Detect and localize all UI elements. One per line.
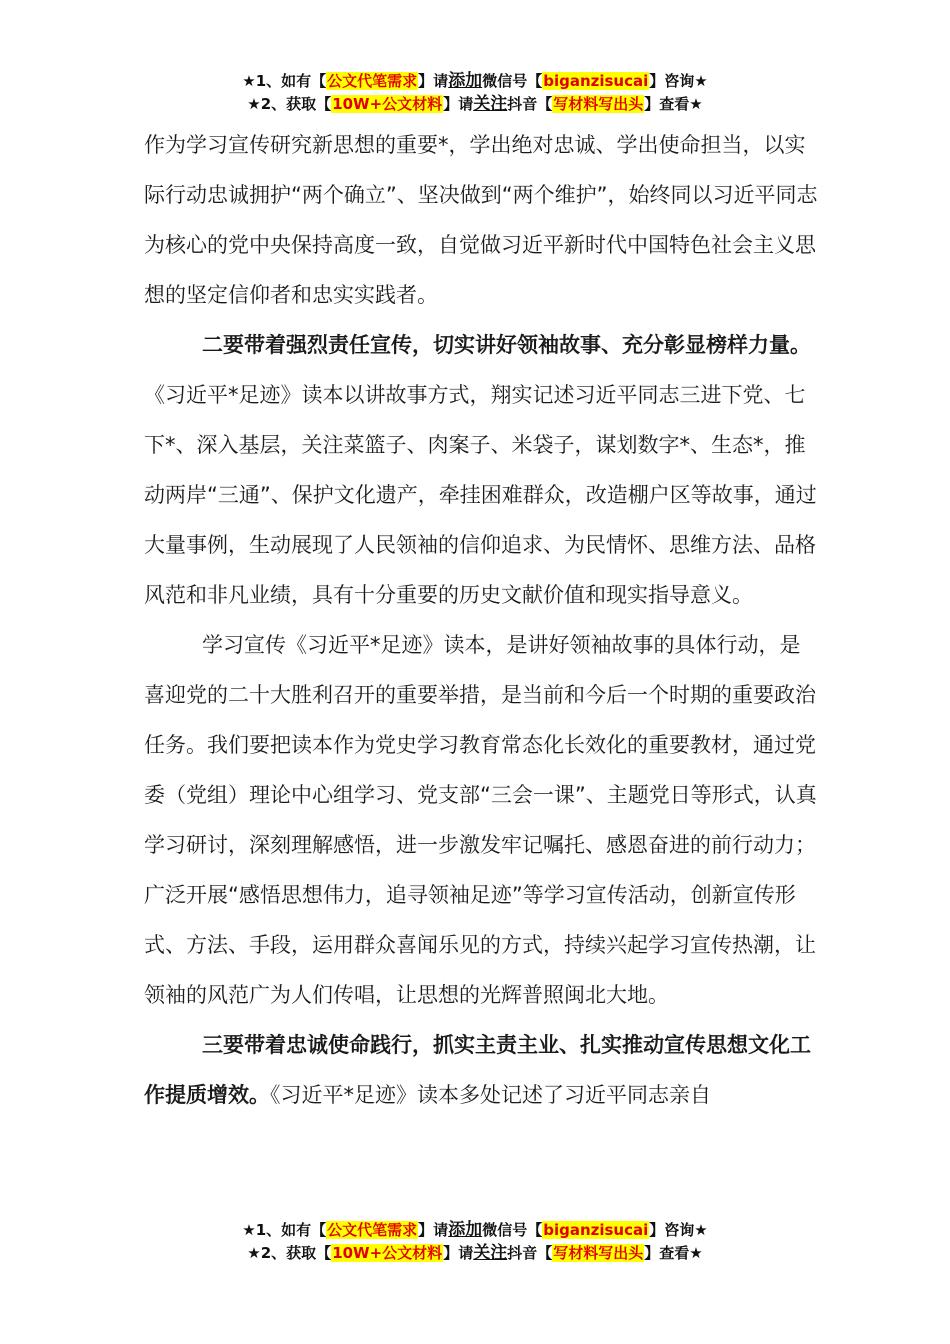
paragraph-4-heading: 三要带着忠诚使命践行，抓实主责主业、扎实推动宣传思想文化工作提质增效。 bbox=[144, 1033, 811, 1107]
banner-line-2 bbox=[0, 93, 950, 116]
highlight-douyin-account: 写材料写出头 bbox=[553, 95, 644, 113]
banner-text: 抖音【 bbox=[507, 1244, 553, 1262]
highlight-ghostwriting: 公文代笔需求 bbox=[327, 72, 418, 90]
paragraph-2 bbox=[144, 320, 820, 620]
banner-line-1 bbox=[0, 1219, 950, 1242]
paragraph-2-heading: 二要带着强烈责任宣传，切实讲好领袖故事、充分彰显榜样力量。 bbox=[202, 333, 811, 357]
banner-line-1 bbox=[0, 70, 950, 93]
paragraph-4 bbox=[144, 1020, 820, 1120]
underlined-add: 添加 bbox=[448, 1220, 483, 1240]
highlight-douyin-account: 写材料写出头 bbox=[553, 1244, 644, 1262]
underlined-add: 添加 bbox=[448, 71, 483, 91]
banner-text: ★1、如有【 bbox=[242, 1221, 327, 1239]
paragraph-2-body: 《习近平*足迹》读本以讲故事方式，翔实记述习近平同志三进下党、七下*、深入基层，关注菜篮子、肉案子、米袋子，谋划数字*、生态*，推动两岸“三通”、保护文化遗产，牵挂困难群众，改造棚户区等故事，通过大量事例，生动展现了人民领袖的信仰追求、为民情怀、思维方法、品格风范和非凡业绩，具有十分重要的历史文献价值和现实指导意义。 bbox=[144, 383, 817, 607]
highlight-materials: 10W+公文材料 bbox=[332, 95, 443, 113]
banner-text: 微信号【 bbox=[482, 72, 543, 90]
highlight-materials: 10W+公文材料 bbox=[332, 1244, 443, 1262]
banner-text: 抖音【 bbox=[507, 95, 553, 113]
banner-bottom bbox=[0, 1219, 950, 1265]
paragraph-3: 学习宣传《习近平*足迹》读本，是讲好领袖故事的具体行动，是喜迎党的二十大胜利召开的重要举措，是当前和今后一个时期的重要政治任务。我们要把读本作为党史学习教育常态化长效化的重要教材，通过党委（党组）理论中心组学习、党支部“三会一课”、主题党日等形式，认真学习研讨，深刻理解感悟，进一步激发牢记嘱托、感恩奋进的前行动力；广泛开展“感悟思想伟力，追寻领袖足迹”等学习宣传活动，创新宣传形式、方法、手段，运用群众喜闻乐见的方式，持续兴起学习宣传热潮，让领袖的风范广为人们传唱，让思想的光辉普照闽北大地。 bbox=[144, 633, 817, 1007]
underlined-follow: 关注 bbox=[473, 1243, 508, 1263]
banner-text: 】查看★ bbox=[644, 1244, 703, 1262]
banner-line-2 bbox=[0, 1242, 950, 1265]
banner-text: 】咨询★ bbox=[649, 72, 708, 90]
banner-text: 微信号【 bbox=[482, 1221, 543, 1239]
banner-text: 】咨询★ bbox=[649, 1221, 708, 1239]
highlight-wechat-id: biganzisucai bbox=[543, 1221, 649, 1239]
banner-text: 】请 bbox=[443, 1244, 474, 1262]
document-body bbox=[144, 120, 820, 1120]
banner-text: 】查看★ bbox=[644, 95, 703, 113]
banner-text: 】请 bbox=[418, 72, 449, 90]
underlined-follow: 关注 bbox=[473, 94, 508, 114]
banner-top bbox=[0, 70, 950, 116]
banner-text: 】请 bbox=[443, 95, 474, 113]
banner-text: ★1、如有【 bbox=[242, 72, 327, 90]
highlight-wechat-id: biganzisucai bbox=[543, 72, 649, 90]
banner-text: 】请 bbox=[418, 1221, 449, 1239]
banner-text: ★2、获取【 bbox=[247, 1244, 332, 1262]
paragraph-1: 作为学习宣传研究新思想的重要*，学出绝对忠诚、学出使命担当，以实际行动忠诚拥护“两个确立”、坚决做到“两个维护”，始终同以习近平同志为核心的党中央保持高度一致，自觉做习近平新时代中国特色社会主义思想的坚定信仰者和忠实实践者。 bbox=[144, 133, 818, 307]
highlight-ghostwriting: 公文代笔需求 bbox=[327, 1221, 418, 1239]
paragraph-4-body: 《习近平*足迹》读本多处记述了习近平同志亲自 bbox=[270, 1083, 711, 1107]
banner-text: ★2、获取【 bbox=[247, 95, 332, 113]
